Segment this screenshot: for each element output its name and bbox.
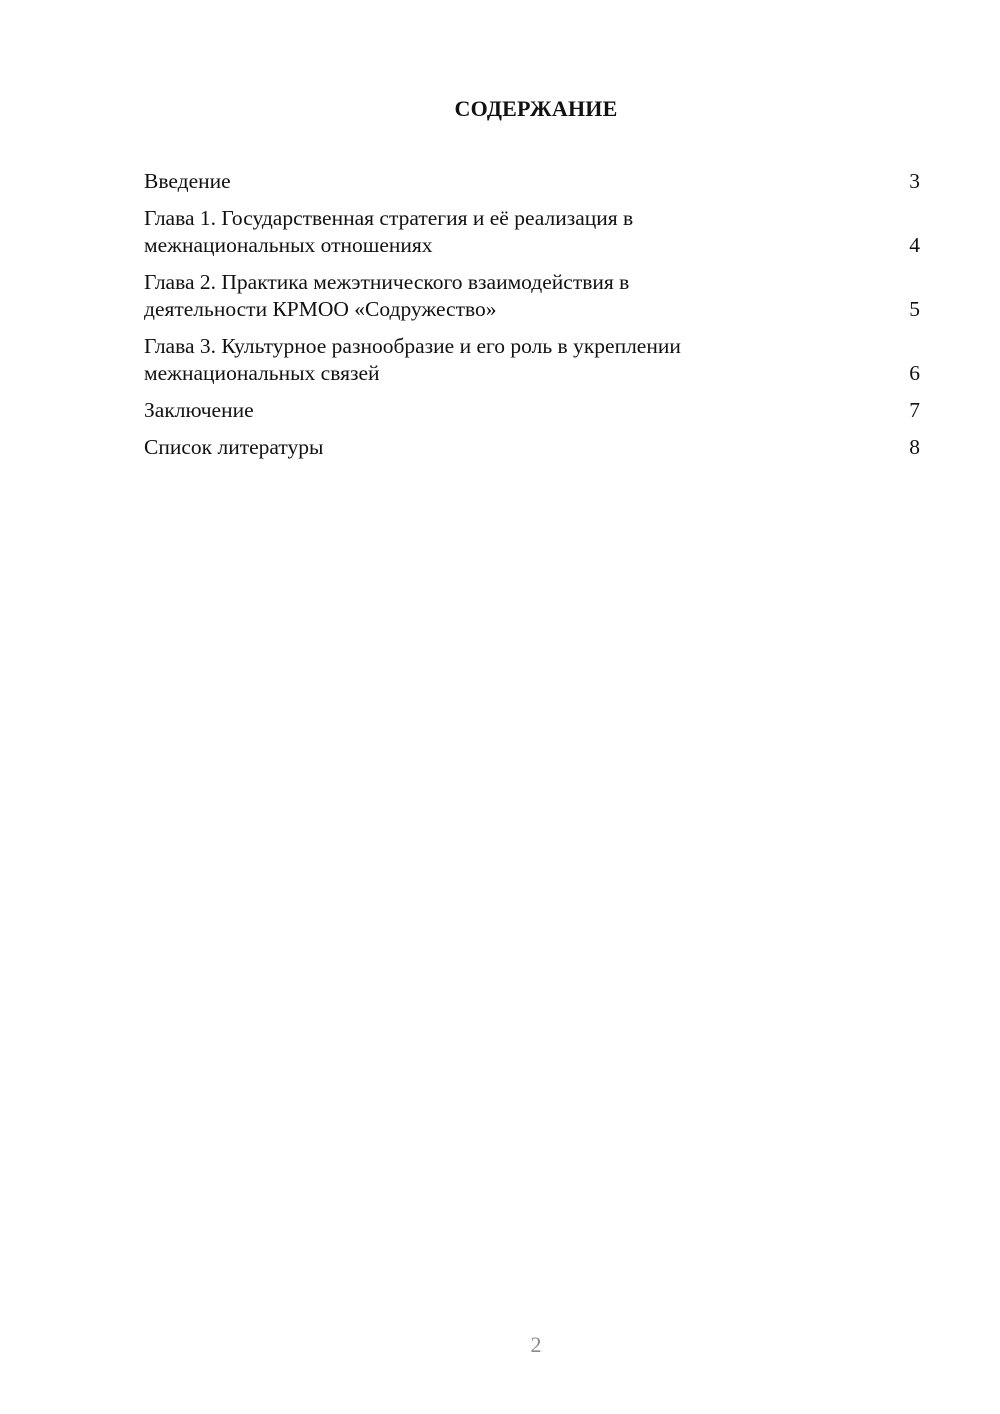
toc-entry-references: [144, 434, 920, 461]
toc-entry-page-number: 6: [909, 361, 920, 385]
toc-entry-text: [144, 168, 896, 195]
toc-entry-line: Глава 3. Культурное разнообразие и его роль в укреплении: [144, 334, 681, 358]
toc-entry-chapter-3: [144, 333, 920, 387]
toc-entry-page-number: 8: [909, 435, 920, 459]
toc-entry-line: межнациональных отношениях: [144, 233, 433, 257]
toc-entry-page-number: 5: [909, 297, 920, 321]
toc-entry-text: [144, 434, 896, 461]
toc-entry-chapter-1: [144, 205, 920, 259]
toc-entry-text: [144, 269, 896, 323]
page-number: 2: [530, 1332, 542, 1357]
toc-entry-introduction: [144, 168, 920, 195]
toc-entry-text: [144, 397, 896, 424]
toc-entry-chapter-2: [144, 269, 920, 323]
toc-entry-line: Глава 1. Государственная стратегия и её реализация в: [144, 206, 634, 230]
toc-entry-text: [144, 205, 896, 259]
toc-entry-page-number: 7: [909, 398, 920, 422]
page-title: СОДЕРЖАНИЕ: [454, 96, 618, 121]
toc-entry-text: [144, 333, 896, 387]
toc-entry-line: Заключение: [144, 398, 254, 422]
toc-entry-line: Введение: [144, 169, 231, 193]
toc-entry-line: межнациональных связей: [144, 361, 380, 385]
table-of-contents: [144, 168, 920, 471]
toc-entry-page-number: 3: [909, 169, 920, 193]
toc-entry-conclusion: [144, 397, 920, 424]
toc-entry-line: Список литературы: [144, 435, 324, 459]
toc-entry-line: Глава 2. Практика межэтнического взаимодействия в: [144, 270, 630, 294]
toc-entry-page-number: 4: [909, 233, 920, 257]
toc-entry-line: деятельности КРМОО «Содружество»: [144, 297, 497, 321]
